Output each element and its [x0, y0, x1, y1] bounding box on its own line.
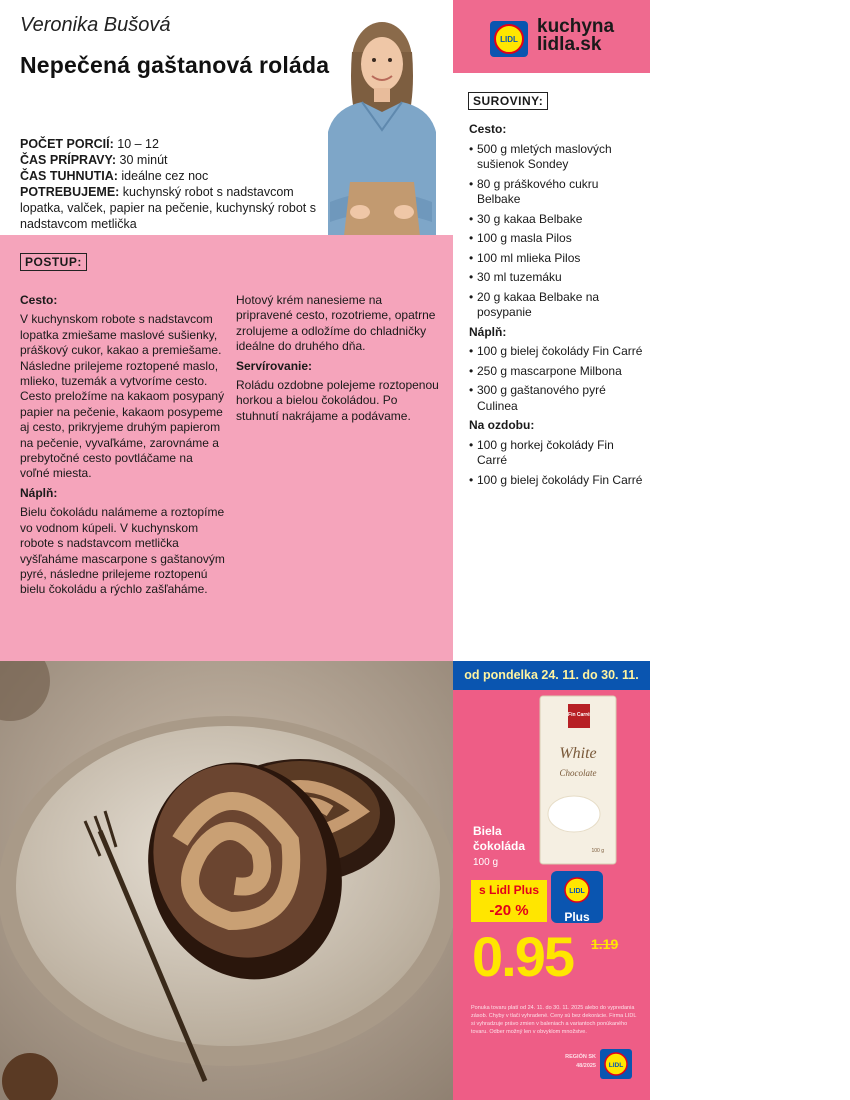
- ingredient-item: • 250 g mascarpone Milbona: [469, 364, 644, 380]
- ingredient-item: • 80 g práškového cukru Belbake: [469, 177, 644, 208]
- step-text: Roládu ozdobne polejeme roztopenou horkou a bielou čokoládou. Po stuhnutí nakrájame a podávame.: [236, 378, 439, 423]
- fine-print: Ponuka tovaru platí od 24. 11. do 30. 11. 2025 alebo do vypredania zásob. Chyby v tlači vyhradené. Ceny sú bez dekorácie. Firma LIDL si vyhradzuje právo zmien v baleniach a variantoch ponúkaného tovaru. Odber možný len v obvyklom množstve.: [471, 1005, 637, 1035]
- promo-date-bar: od pondelka 24. 11. do 30. 11.: [453, 661, 650, 690]
- ingredients-list: [469, 122, 644, 492]
- ingredient-item: • 20 g kakaa Belbake na posypanie: [469, 290, 644, 321]
- package-brand: Fin Carré: [568, 712, 590, 718]
- brand-line-1: kuchyna: [537, 16, 615, 37]
- region-label: REGIÓN SK 48/2025: [565, 1054, 596, 1069]
- svg-text:LIDL: LIDL: [569, 888, 585, 895]
- step-title: Náplň:: [20, 485, 58, 500]
- lidl-logo-icon: [490, 21, 528, 57]
- package-line-2: Chocolate: [559, 768, 597, 778]
- recipe-meta: [20, 136, 320, 232]
- ingredient-item: • 100 g bielej čokolády Fin Carré: [469, 473, 644, 489]
- step-title: Servírovanie:: [236, 358, 313, 373]
- ingredient-item: • 100 g bielej čokolády Fin Carré: [469, 344, 644, 360]
- ingredient-group-title: Cesto:: [469, 122, 507, 136]
- chocolate-package-image[interactable]: [538, 694, 618, 866]
- meta-equipment: POTREBUJEME: kuchynský robot s nadstavcom lopatka, valček, papier na pečenie, kuchynský robot s nadstavcom metlička: [20, 185, 317, 231]
- instructions-column-1: [20, 293, 225, 602]
- ingredient-item: • 100 ml mlieka Pilos: [469, 251, 644, 267]
- ingredient-item: • 30 g kakaa Belbake: [469, 212, 644, 228]
- price: 0.95: [472, 925, 573, 988]
- lidl-logo-icon: [600, 1049, 632, 1079]
- recipe-title: Nepečená gaštanová roláda: [20, 52, 330, 78]
- ingredient-item: • 100 g horkej čokolády Fin Carré: [469, 438, 644, 469]
- package-line-1: White: [559, 745, 597, 762]
- ingredient-group-title: Na ozdobu:: [469, 418, 535, 432]
- discount-badge: -20 %: [471, 900, 547, 922]
- step-text: Bielu čokoládu nalámeme a roztopíme vo vodnom kúpeli. V kuchynskom robote s nadstavcom metlička vyšľaháme mascarpone s gaštanovým pyré, následne prilejeme roztopenú bielu čokoládu a rýchlo zašľaháme.: [20, 505, 225, 597]
- ingredient-item: • 100 g masla Pilos: [469, 231, 644, 247]
- step-title: Cesto:: [20, 293, 58, 307]
- package-weight: 100 g: [591, 848, 604, 854]
- ingredient-group-title: Náplň:: [469, 324, 507, 339]
- product-size: 100 g: [473, 857, 499, 868]
- ingredient-item: • 300 g gaštanového pyré Culinea: [469, 383, 644, 414]
- instructions-heading: POSTUP:: [20, 253, 87, 271]
- ingredients-heading: SUROVINY:: [468, 92, 548, 110]
- meta-servings: POČET PORCIÍ: 10 – 12: [20, 137, 159, 151]
- meta-prep-time: ČAS PRÍPRAVY: 30 minút: [20, 153, 168, 167]
- ingredient-item: • 30 ml tuzemáku: [469, 270, 644, 286]
- author-name: Veronika Bušová: [20, 14, 171, 36]
- meta-setting-time: ČAS TUHNUTIA: ideálne cez noc: [20, 169, 209, 183]
- ingredient-item: • 500 g mletých maslových sušienok Sondey: [469, 142, 644, 173]
- old-price: 1.19: [591, 936, 619, 952]
- brand-line-2: lidla.sk: [537, 34, 602, 55]
- brand-title[interactable]: [537, 18, 614, 54]
- svg-text:LIDL: LIDL: [608, 1062, 624, 1069]
- product-name: Biela čokoláda: [473, 824, 526, 853]
- step-text: V kuchynskom robote s nadstavcom lopatka zmiešame maslové sušienky, práškový cukor, kakao a premiešame. Následne prilejeme roztopené maslo, mlieko, tuzemák a vytvoríme cesto. Cesto preložíme na kakaom posypaný papier na pečenie, kakaom posypeme aj cesto, prikryjeme druhým papierom na pečenie, vyvaľkáme, zarovnáme a prebytočné cesto povtláčame na voľné miesta.: [20, 312, 225, 481]
- step-text: Hotový krém nanesieme na pripravené cesto, rozotrieme, opatrne zrolujeme a odložíme do chladničky ideálne do druhého dňa.: [236, 293, 436, 354]
- svg-text:LIDL: LIDL: [500, 35, 518, 44]
- chef-portrait-image: [300, 12, 460, 236]
- plus-badge-text: Plus: [564, 910, 590, 924]
- instructions-column-2: [236, 293, 441, 428]
- roll-photo-image: [0, 661, 453, 1100]
- lidl-plus-label: s Lidl Plus: [471, 880, 547, 900]
